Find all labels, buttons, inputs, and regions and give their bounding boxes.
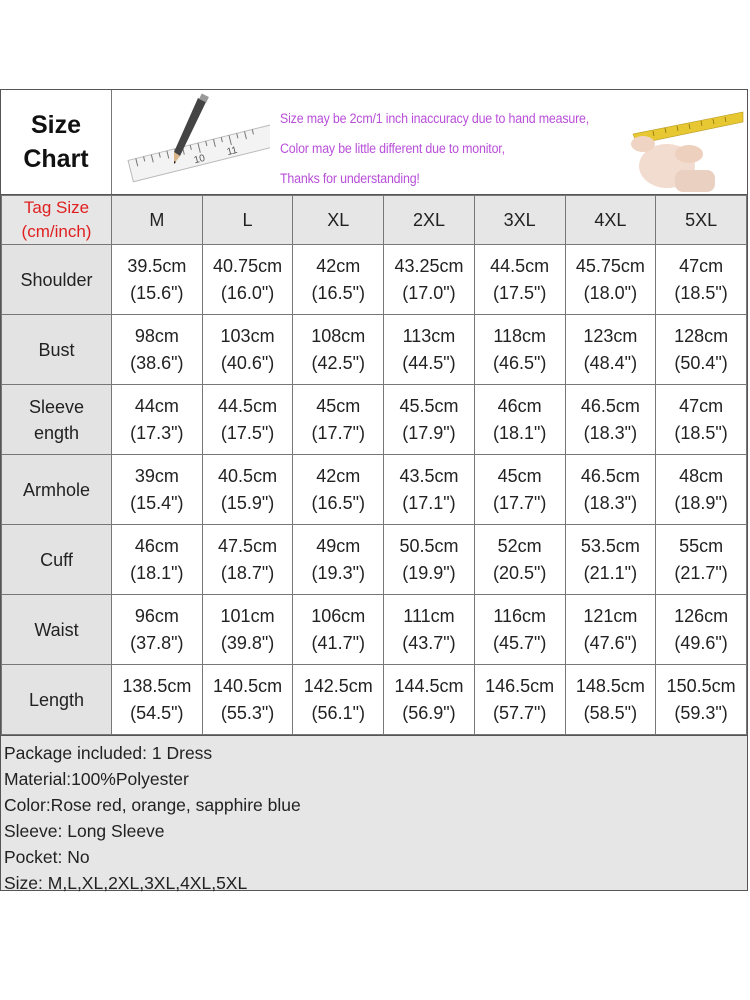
info-sizes: Size: M,L,XL,2XL,3XL,4XL,5XL (4, 873, 248, 893)
measurement-label-text: Shoulder (20, 269, 93, 290)
value-inch: (56.9") (402, 702, 456, 723)
measurement-row (2, 525, 747, 595)
value-cm: 150.5cm (666, 675, 736, 696)
measurement-cell (202, 525, 293, 595)
value-inch: (48.4") (583, 352, 638, 373)
size-header-cell: M (112, 196, 203, 245)
value-cm: 103cm (220, 325, 275, 346)
value-inch: (15.9") (220, 492, 275, 513)
value-inch: (18.7") (220, 562, 275, 583)
title-line-2: Chart (23, 145, 89, 173)
notes-list (280, 104, 616, 194)
value-inch: (58.5") (583, 702, 638, 723)
value-inch: (47.6") (583, 632, 638, 653)
value-cm: 146.5cm (485, 675, 555, 696)
measurement-cell (202, 595, 293, 665)
value-inch: (44.5") (402, 352, 456, 373)
size-header-cell: 5XL (656, 196, 747, 245)
value-inch: (57.7") (492, 702, 547, 723)
measurement-cell (384, 385, 475, 455)
ruler-number: 11 (225, 144, 239, 159)
measurement-cell (656, 525, 747, 595)
value-inch: (16.5") (311, 282, 365, 303)
info-package: Package included: 1 Dress (4, 743, 213, 763)
measurement-cell (384, 525, 475, 595)
value-cm: 45cm (316, 395, 361, 416)
tag-size-unit: (cm/inch) (21, 222, 92, 241)
measurement-cell (293, 455, 384, 525)
measurement-row (2, 245, 747, 315)
value-inch: (54.5") (130, 702, 184, 723)
value-cm: 55cm (679, 535, 724, 556)
value-cm: 121cm (583, 605, 638, 626)
chart-header (1, 90, 747, 195)
measurement-cell (293, 595, 384, 665)
measurement-cell (656, 245, 747, 315)
value-cm: 113cm (402, 325, 456, 346)
measurement-cell (474, 385, 565, 455)
value-inch: (17.7") (492, 492, 547, 513)
value-cm: 46.5cm (580, 395, 640, 416)
value-inch: (17.5") (492, 282, 547, 303)
value-inch: (37.8") (130, 632, 184, 653)
size-header-cell: XL (293, 196, 384, 245)
measurement-cell (474, 525, 565, 595)
value-cm: 49cm (316, 535, 361, 556)
size-header-cell: 3XL (474, 196, 565, 245)
size-chart (0, 89, 748, 891)
value-cm: 106cm (311, 605, 366, 626)
measurement-cell (384, 245, 475, 315)
measurement-cell (202, 385, 293, 455)
value-cm: 53.5cm (580, 535, 640, 556)
info-pocket: Pocket: No (4, 847, 90, 867)
measurement-cell (112, 525, 203, 595)
product-info (1, 735, 747, 893)
value-cm: 40.5cm (218, 465, 278, 486)
measurement-cell (293, 525, 384, 595)
measurement-label (2, 455, 112, 525)
measurement-cell (656, 595, 747, 665)
measurement-cell (112, 595, 203, 665)
value-inch: (56.1") (311, 702, 365, 723)
measurement-cell (202, 315, 293, 385)
value-cm: 123cm (583, 325, 638, 346)
value-cm: 126cm (674, 605, 729, 626)
value-cm: 96cm (134, 605, 179, 626)
measurement-cell (384, 665, 475, 735)
measurement-label-text: Bust (38, 339, 75, 360)
value-inch: (18.9") (674, 492, 728, 513)
value-inch: (19.9") (402, 562, 456, 583)
measurement-cell (565, 455, 656, 525)
value-inch: (50.4") (674, 352, 728, 373)
measurement-cell (112, 245, 203, 315)
value-inch: (17.3") (130, 422, 184, 443)
measurement-row (2, 455, 747, 525)
value-inch: (17.0") (402, 282, 456, 303)
value-cm: 47cm (679, 395, 724, 416)
size-table (1, 195, 747, 735)
value-inch: (21.1") (583, 562, 638, 583)
value-cm: 45cm (497, 465, 542, 486)
chart-title (1, 90, 112, 194)
info-color: Color:Rose red, orange, sapphire blue (4, 795, 301, 815)
measurement-cell (656, 315, 747, 385)
measurement-cell (656, 455, 747, 525)
value-inch: (18.5") (674, 422, 728, 443)
value-cm: 101cm (220, 605, 275, 626)
measurement-cell (112, 315, 203, 385)
value-cm: 42cm (316, 465, 361, 486)
measurement-label-text: Cuff (40, 549, 73, 570)
measurement-cell (112, 385, 203, 455)
measurement-label (2, 385, 112, 455)
value-cm: 45.5cm (399, 395, 459, 416)
value-cm: 140.5cm (213, 675, 283, 696)
ruler-number: 10 (192, 152, 207, 167)
size-header-cell: 2XL (384, 196, 475, 245)
info-sleeve: Sleeve: Long Sleeve (4, 821, 165, 841)
value-inch: (39.8") (220, 632, 275, 653)
note-inaccuracy: Size may be 2cm/1 inch inaccuracy due to hand measure, (280, 111, 590, 126)
measurement-cell (474, 665, 565, 735)
measurement-cell (202, 665, 293, 735)
value-inch: (18.1") (130, 562, 184, 583)
measurement-label (2, 595, 112, 665)
value-cm: 44cm (134, 395, 179, 416)
value-cm: 142.5cm (303, 675, 373, 696)
measurement-cell (293, 315, 384, 385)
measurement-cell (565, 595, 656, 665)
measurement-label-text: Sleeve ength (28, 396, 85, 443)
value-inch: (15.6") (130, 282, 184, 303)
notes-banner (112, 90, 747, 194)
value-cm: 39.5cm (127, 255, 187, 276)
title-line-1: Size (30, 111, 81, 139)
measurement-row (2, 315, 747, 385)
value-cm: 128cm (674, 325, 729, 346)
measurement-cell (112, 455, 203, 525)
measurement-cell (293, 665, 384, 735)
value-cm: 39cm (134, 465, 179, 486)
value-inch: (18.0") (583, 282, 638, 303)
tag-size-header (2, 196, 112, 245)
measurement-row (2, 595, 747, 665)
value-cm: 144.5cm (394, 675, 464, 696)
value-inch: (49.6") (674, 632, 728, 653)
measurement-cell (565, 385, 656, 455)
value-cm: 138.5cm (122, 675, 192, 696)
value-inch: (59.3") (674, 702, 728, 723)
value-inch: (17.5") (220, 422, 275, 443)
value-cm: 44.5cm (490, 255, 550, 276)
measurement-label-text: Armhole (22, 479, 91, 500)
measurement-row (2, 665, 747, 735)
measurement-cell (293, 245, 384, 315)
measurement-cell (474, 245, 565, 315)
measurement-row (2, 385, 747, 455)
value-inch: (16.5") (311, 492, 365, 513)
measurement-label (2, 665, 112, 735)
tape-measure-hand-icon (603, 104, 745, 192)
measurement-cell (474, 315, 565, 385)
value-cm: 50.5cm (399, 535, 459, 556)
measurement-label (2, 245, 112, 315)
measurement-label (2, 525, 112, 595)
measurement-cell (565, 525, 656, 595)
measurement-cell (202, 245, 293, 315)
measurement-cell (565, 315, 656, 385)
value-inch: (15.4") (130, 492, 184, 513)
measurement-cell (565, 665, 656, 735)
value-inch: (55.3") (220, 702, 275, 723)
measurement-cell (384, 315, 475, 385)
value-inch: (19.3") (311, 562, 365, 583)
value-cm: 44.5cm (218, 395, 278, 416)
measurement-cell (565, 245, 656, 315)
measurement-cell (202, 455, 293, 525)
note-thanks: Thanks for understanding! (280, 171, 420, 186)
value-cm: 43.25cm (394, 255, 464, 276)
value-cm: 108cm (311, 325, 366, 346)
info-material: Material:100%Polyester (4, 769, 189, 789)
size-header-cell: 4XL (565, 196, 656, 245)
value-cm: 42cm (316, 255, 361, 276)
value-inch: (17.9") (402, 422, 456, 443)
value-cm: 43.5cm (399, 465, 459, 486)
note-color: Color may be little different due to monitor, (280, 141, 505, 156)
value-cm: 118cm (493, 325, 547, 346)
value-inch: (45.7") (492, 632, 547, 653)
value-inch: (46.5") (492, 352, 547, 373)
measurement-label-text: Waist (34, 619, 79, 640)
value-cm: 46cm (134, 535, 179, 556)
value-inch: (17.7") (311, 422, 365, 443)
measurement-cell (384, 595, 475, 665)
value-inch: (43.7") (402, 632, 456, 653)
value-cm: 47cm (679, 255, 724, 276)
value-inch: (16.0") (220, 282, 275, 303)
measurement-cell (656, 385, 747, 455)
value-inch: (38.6") (130, 352, 184, 373)
value-cm: 52cm (497, 535, 542, 556)
tag-size-label: Tag Size (23, 198, 90, 217)
size-header-cell: L (202, 196, 293, 245)
measurement-cell (293, 385, 384, 455)
value-cm: 98cm (134, 325, 179, 346)
value-inch: (18.3") (583, 422, 638, 443)
measurement-cell (656, 665, 747, 735)
measurement-cell (474, 455, 565, 525)
value-inch: (41.7") (311, 632, 365, 653)
measurement-cell (474, 595, 565, 665)
measurement-label-text: Length (28, 689, 85, 710)
measurement-cell (384, 455, 475, 525)
value-cm: 116cm (493, 605, 547, 626)
value-cm: 45.75cm (575, 255, 645, 276)
value-cm: 48cm (679, 465, 724, 486)
value-cm: 111cm (403, 605, 455, 626)
value-cm: 46cm (497, 395, 542, 416)
measurement-label (2, 315, 112, 385)
value-cm: 40.75cm (213, 255, 283, 276)
measurement-cell (112, 665, 203, 735)
value-cm: 148.5cm (575, 675, 645, 696)
value-inch: (18.5") (674, 282, 728, 303)
ruler-pencil-icon (120, 92, 270, 190)
value-cm: 46.5cm (580, 465, 640, 486)
value-inch: (42.5") (311, 352, 365, 373)
value-inch: (18.1") (492, 422, 547, 443)
value-cm: 47.5cm (218, 535, 278, 556)
value-inch: (21.7") (674, 562, 728, 583)
value-inch: (17.1") (402, 492, 456, 513)
value-inch: (40.6") (220, 352, 275, 373)
value-inch: (20.5") (492, 562, 547, 583)
size-header-row (2, 196, 747, 245)
value-inch: (18.3") (583, 492, 638, 513)
